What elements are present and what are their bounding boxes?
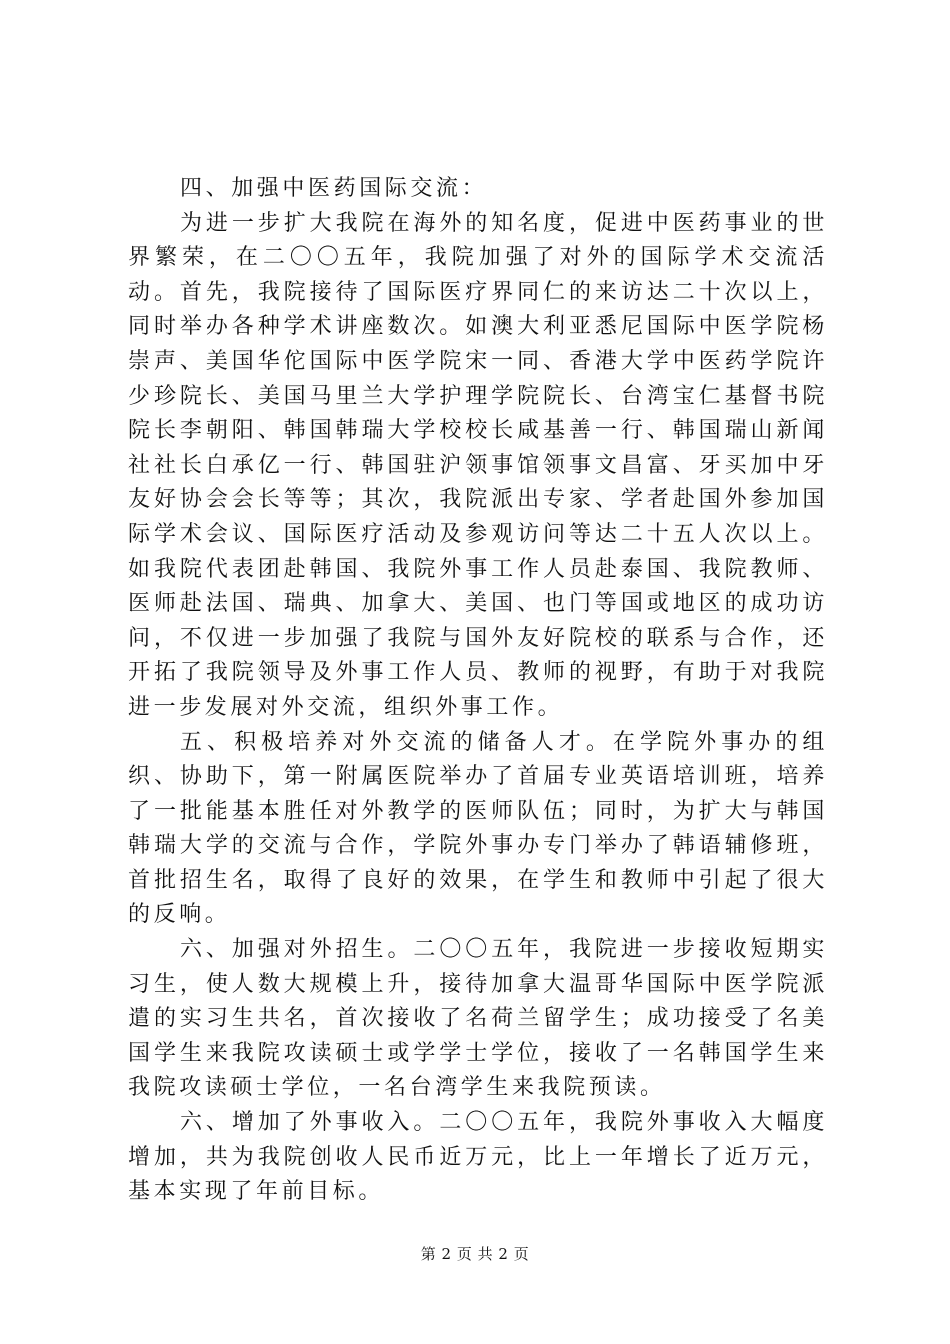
section-heading-4: 四、加强中医药国际交流： — [180, 176, 488, 201]
page-number-label: 第 2 页 共 2 页 — [420, 1245, 530, 1263]
page-footer — [0, 1244, 950, 1264]
paragraph-talent-training: 五、积极培养对外交流的储备人才。在学院外事办的组织、协助下，第一附属医院举办了首届专业英语培训班，培养了一批能基本胜任对外教学的医师队伍；同时，为扩大与韩国韩瑞大学的交流与合作，学院外事办专门举办了韩语辅修班，首批招生名，取得了良好的效果，在学生和教师中引起了很大的反响。 — [128, 729, 828, 928]
paragraph-student-recruitment: 六、加强对外招生。二〇〇五年，我院进一步接收短期实习生，使人数大规模上升，接待加拿大温哥华国际中医学院派遣的实习生共名，首次接收了名荷兰留学生；成功接受了名美国学生来我院攻读硕士或学学士学位，接收了一名韩国学生来我院攻读硕士学位，一名台湾学生来我院预读。 — [128, 937, 828, 1101]
paragraph-international-exchange: 为进一步扩大我院在海外的知名度，促进中医药事业的世界繁荣，在二〇〇五年，我院加强了对外的国际学术交流活动。首先，我院接待了国际医疗界同仁的来访达二十次以上，同时举办各种学术讲座数次。如澳大利亚悉尼国际中医学院杨崇声、美国华佗国际中医学院宋一同、香港大学中医药学院许少珍院长、美国马里兰大学护理学院院长、台湾宝仁基督书院院长李朝阳、韩国韩瑞大学校校长咸基善一行、韩国瑞山新闻社社长白承亿一行、韩国驻沪领事馆领事文昌富、牙买加中牙友好协会会长等等；其次，我院派出专家、学者赴国外参加国际学术会议、国际医疗活动及参观访问等达二十五人次以上。如我院代表团赴韩国、我院外事工作人员赴泰国、我院教师、医师赴法国、瑞典、加拿大、美国、也门等国或地区的成功访问，不仅进一步加强了我院与国外友好院校的联系与合作，还开拓了我院领导及外事工作人员、教师的视野，有助于对我院进一步发展对外交流，组织外事工作。 — [128, 210, 828, 720]
paragraph-foreign-affairs-income: 六、增加了外事收入。二〇〇五年，我院外事收入大幅度增加，共为我院创收人民币近万元，比上一年增长了近万元，基本实现了年前目标。 — [128, 1110, 828, 1205]
document-body — [128, 172, 828, 1210]
